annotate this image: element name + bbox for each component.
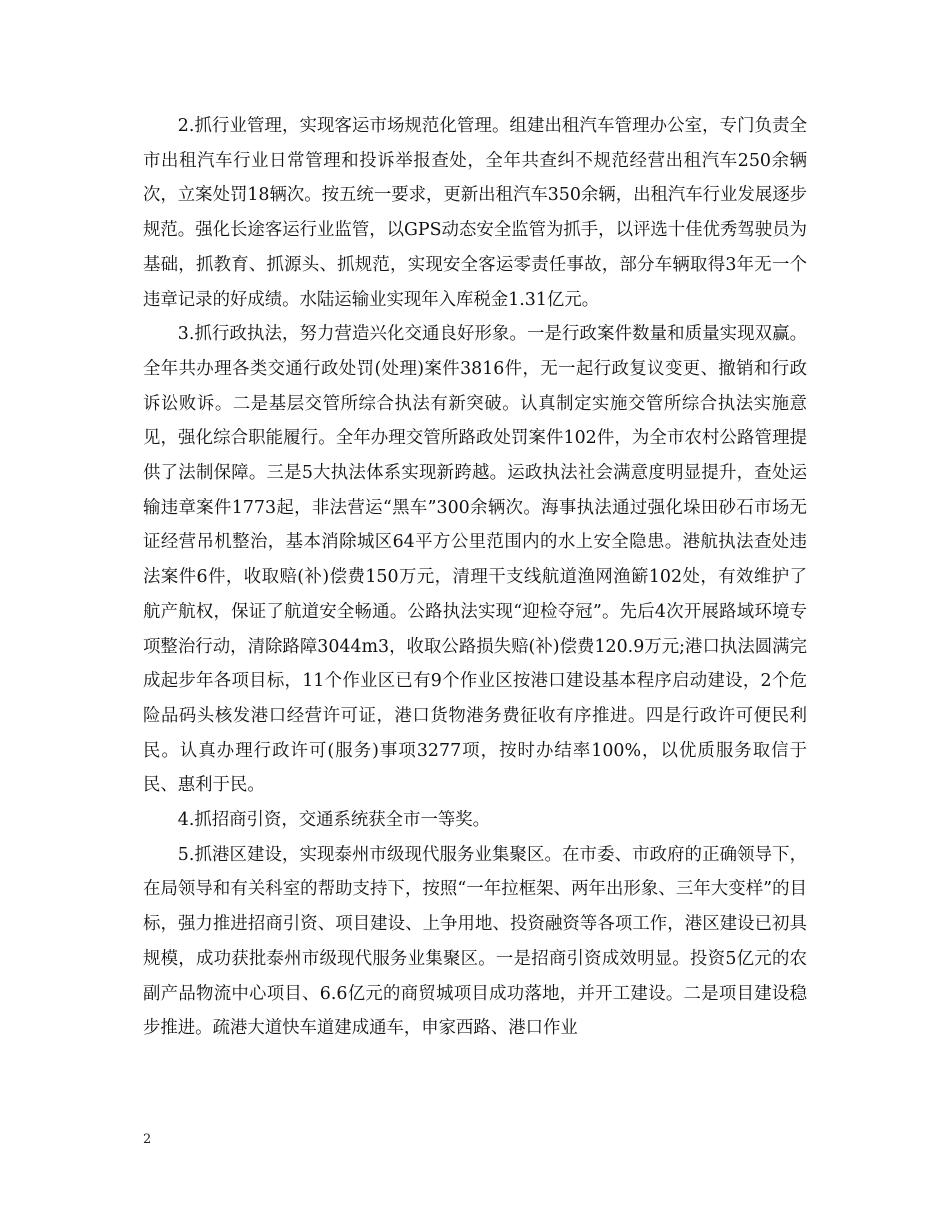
paragraph-administrative-enforcement: 3.抓行政执法，努力营造兴化交通良好形象。一是行政案件数量和质量实现双赢。全年共办理各类交通行政处罚(处理)案件3816件，无一起行政复议变更、撤销和行政诉讼败诉。二是基层交管所综合执法有新突破。认真制定实施交管所综合执法实施意见，强化综合职能履行。全年办理交管所路政处罚案件102件，为全市农村公路管理提供了法制保障。三是5大执法体系实现新跨越。运政执法社会满意度明显提升，查处运输违章案件1773起，非法营运“黑车”300余辆次。海事执法通过强化垛田砂石市场无证经营吊机整治，基本消除城区64平方公里范围内的水上安全隐患。港航执法查处违法案件6件，收取赔(补)偿费150万元，清理干支线航道渔网渔簖102处，有效维护了航产航权，保证了航道安全畅通。公路执法实现“迎检夺冠”。先后4次开展路域环境专项整治行动，清除路障3044m3，收取公路损失赔(补)偿费120.9万元;港口执法圆满完成起步年各项目标，11个作业区已有9个作业区按港口建设基本程序启动建设，2个危险品码头核发港口经营许可证，港口货物港务费征收有序推进。四是行政许可便民利民。认真办理行政许可(服务)事项3277项，按时办结率100%，以优质服务取信于民、惠利于民。 (143, 324, 807, 796)
paragraph-industry-management: 2.抓行业管理，实现客运市场规范化管理。组建出租汽车管理办公室，专门负责全市出租汽车行业日常管理和投诉举报查处，全年共查纠不规范经营出租汽车250余辆次，立案处罚18辆次。按五统一要求，更新出租汽车350余辆，出租汽车行业发展逐步规范。强化长途客运行业监管，以GPS动态安全监管为抓手，以评选十佳优秀驾驶员为基础，抓教育、抓源头、抓规范，实现安全客运零责任事故，部分车辆取得3年无一个违章记录的好成绩。水陆运输业实现年入库税金1.31亿元。 (143, 116, 807, 310)
page-number: 2 (143, 1132, 152, 1147)
document-body (143, 109, 807, 1046)
paragraph-investment-attraction: 4.抓招商引资，交通系统获全市一等奖。 (177, 810, 491, 831)
paragraph-port-construction: 5.抓港区建设，实现泰州市级现代服务业集聚区。在市委、市政府的正确领导下，在局领导和有关科室的帮助支持下，按照“一年拉框架、两年出形象、三年大变样”的目标，强力推进招商引资、项目建设、上争用地、投资融资等各项工作，港区建设已初具规模，成功获批泰州市级现代服务业集聚区。一是招商引资成效明显。投资5亿元的农副产品物流中心项目、6.6亿元的商贸城项目成功落地，并开工建设。二是项目建设稳步推进。疏港大道快车道建成通车，申家西路、港口作业 (143, 844, 807, 1039)
